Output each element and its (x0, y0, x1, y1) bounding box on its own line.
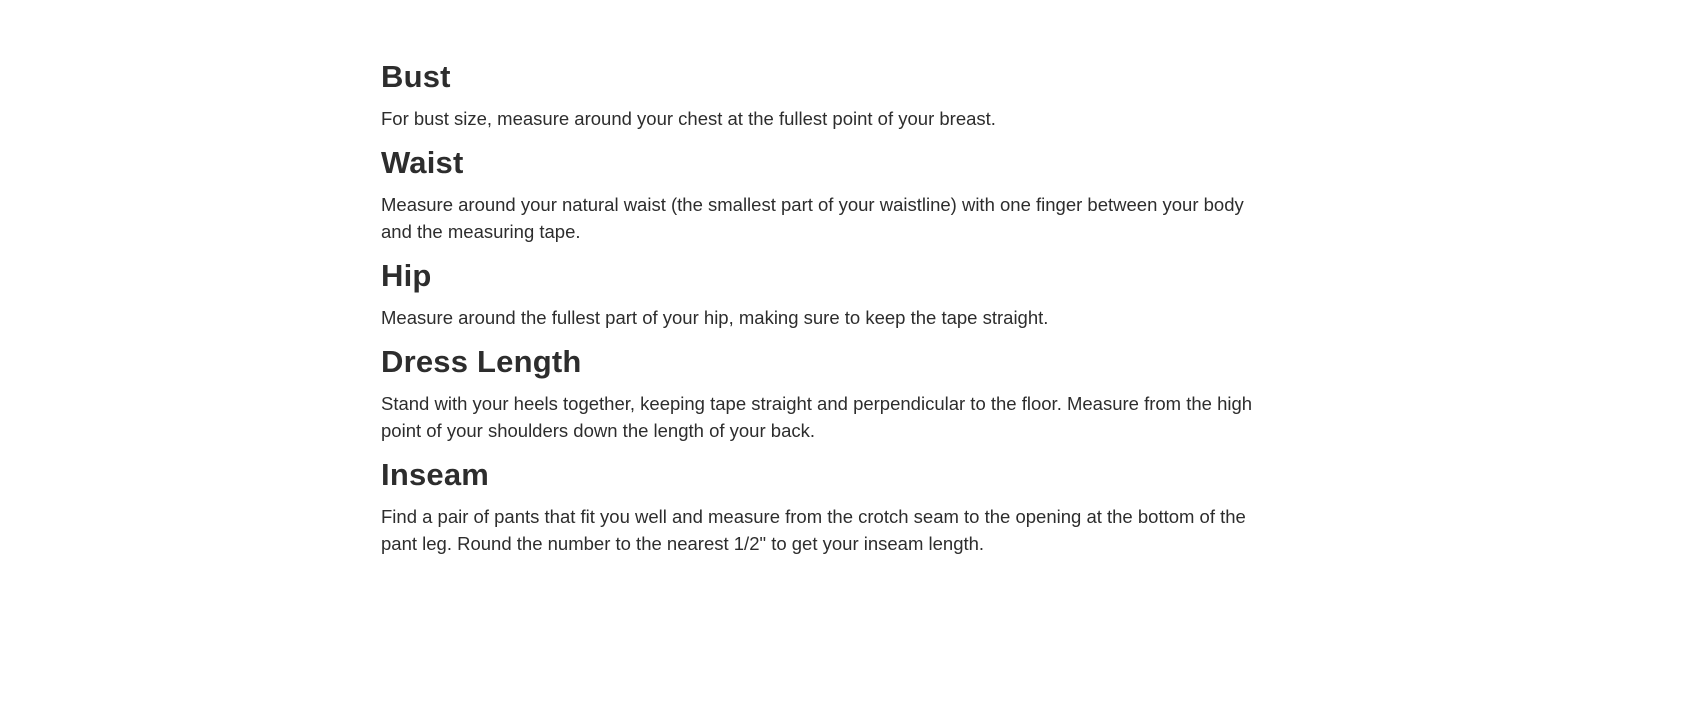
section-title: Bust (381, 59, 451, 94)
section-description: For bust size, measure around your chest at the fullest point of your breast. (381, 108, 996, 129)
section-bust (381, 52, 1263, 132)
section-description: Measure around the fullest part of your hip, making sure to keep the tape straight. (381, 307, 1049, 328)
section-waist (381, 138, 1263, 245)
section-description: Stand with your heels together, keeping tape straight and perpendicular to the floor. Measure from the high point of your shoulders down the length of your back. (381, 393, 1253, 441)
section-description: Measure around your natural waist (the smallest part of your waistline) with one finger between your body and the measuring tape. (381, 194, 1244, 242)
section-title: Inseam (381, 457, 490, 492)
section-hip (381, 251, 1263, 331)
section-dress-length (381, 337, 1263, 444)
section-inseam (381, 450, 1263, 557)
section-title: Dress Length (381, 344, 582, 379)
section-title: Hip (381, 258, 432, 293)
section-title: Waist (381, 145, 464, 180)
section-description: Find a pair of pants that fit you well and measure from the crotch seam to the opening at the bottom of the pant leg. Round the number to the nearest 1/2" to get your inseam length. (381, 506, 1246, 554)
measurement-guide (381, 52, 1263, 563)
